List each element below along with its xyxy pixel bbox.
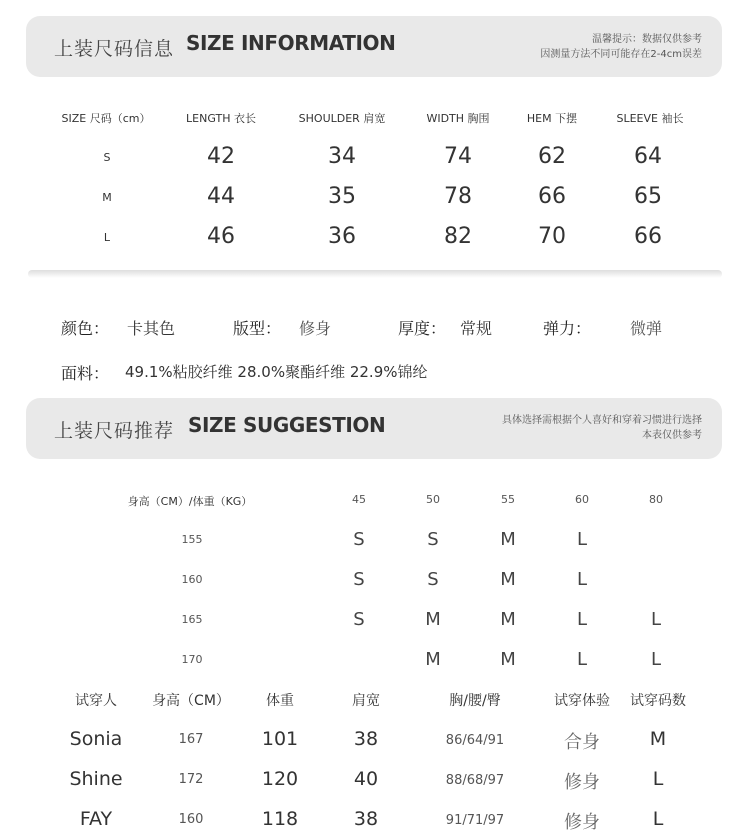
col-header-weight: 体重 [266, 693, 294, 709]
height-row-label: 170 [181, 653, 203, 666]
col-header-length: LENGTH 衣长 [186, 112, 256, 125]
elasticity-label: 弹力： [543, 319, 592, 338]
tester-weight: 118 [261, 808, 299, 830]
col-header-height: 身高（CM） [152, 693, 230, 709]
length-value: 46 [207, 224, 235, 249]
tester-name: FAY [79, 808, 113, 830]
suggested-size: S [427, 569, 439, 590]
height-row-label: 155 [181, 533, 203, 546]
col-header-hem: HEM 下摆 [526, 112, 578, 125]
elasticity-value: 微弹 [630, 319, 663, 338]
section-divider [28, 270, 722, 278]
col-header-bwh: 胸/腰/臀 [449, 693, 501, 709]
weight-header: 55 [501, 493, 515, 506]
tester-name: Shine [69, 768, 123, 790]
hem-value: 66 [538, 184, 566, 209]
width-value: 74 [444, 144, 472, 169]
tester-experience: 合身 [564, 732, 600, 753]
col-header-shoulder: 肩宽 [352, 693, 380, 709]
tester-size: L [652, 808, 664, 830]
color-label: 颜色： [61, 319, 110, 338]
tester-name: Sonia [69, 728, 123, 750]
size-info-note-line1: 温馨提示：数据仅供参考 [592, 34, 702, 45]
fit-value: 修身 [299, 319, 332, 338]
tester-height: 172 [178, 772, 204, 787]
suggested-size: L [650, 609, 662, 630]
col-header-experience: 试穿体验 [554, 693, 610, 709]
suggested-size: M [500, 649, 516, 670]
size-information-banner [26, 16, 722, 77]
size-row-label: M [102, 191, 112, 204]
size-suggestion-banner [26, 398, 722, 459]
col-header-size: SIZE 尺码（cm） [61, 112, 151, 125]
suggested-size: L [576, 529, 588, 550]
suggested-size: M [425, 649, 441, 670]
suggested-size: M [425, 609, 441, 630]
tester-shoulder: 38 [353, 728, 379, 750]
weight-header: 60 [575, 493, 589, 506]
size-info-title-en: SIZE INFORMATION [186, 31, 396, 55]
height-row-label: 160 [181, 573, 203, 586]
sleeve-value: 66 [634, 224, 662, 249]
height-weight-corner-label: 身高（CM）/体重（KG） [127, 495, 253, 508]
col-header-tester: 试穿人 [75, 693, 117, 709]
tester-weight: 120 [261, 768, 299, 790]
thickness-label: 厚度： [398, 319, 447, 338]
shoulder-value: 35 [328, 184, 356, 209]
suggested-size: S [353, 569, 365, 590]
size-suggestion-note-line1: 具体选择需根据个人喜好和穿着习惯进行选择 [502, 415, 702, 426]
hem-value: 70 [538, 224, 566, 249]
tester-size: L [652, 768, 664, 790]
tester-experience: 修身 [564, 772, 600, 793]
suggested-size: L [576, 569, 588, 590]
col-header-width: WIDTH 胸围 [426, 112, 490, 125]
suggested-size: M [500, 569, 516, 590]
sleeve-value: 64 [634, 144, 662, 169]
height-row-label: 165 [181, 613, 203, 626]
weight-header: 50 [426, 493, 440, 506]
length-value: 42 [207, 144, 235, 169]
weight-header: 45 [352, 493, 366, 506]
tester-bwh: 86/64/91 [445, 733, 505, 748]
sleeve-value: 65 [634, 184, 662, 209]
width-value: 78 [444, 184, 472, 209]
tester-height: 160 [178, 812, 204, 827]
fabric-value: 49.1%粘胶纤维 28.0%聚酯纤维 22.9%锦纶 [125, 363, 428, 381]
tester-shoulder: 38 [353, 808, 379, 830]
size-suggestion-note-line2: 本表仅供参考 [642, 430, 702, 441]
col-header-sleeve: SLEEVE 袖长 [616, 112, 684, 125]
tester-bwh: 88/68/97 [445, 773, 505, 788]
suggested-size: L [576, 649, 588, 670]
suggested-size: S [353, 529, 365, 550]
size-info-title-cn: 上装尺码信息 [54, 38, 175, 60]
length-value: 44 [207, 184, 235, 209]
suggested-size: M [500, 609, 516, 630]
size-row-label: S [103, 151, 111, 164]
color-value: 卡其色 [127, 319, 176, 338]
fabric-label: 面料： [61, 364, 110, 383]
col-header-tried-size: 试穿码数 [630, 693, 686, 709]
suggested-size: L [576, 609, 588, 630]
tester-shoulder: 40 [353, 768, 379, 790]
fit-label: 版型： [233, 319, 282, 338]
thickness-value: 常规 [460, 319, 493, 338]
weight-header: 80 [649, 493, 663, 506]
tester-weight: 101 [261, 728, 299, 750]
suggested-size: S [353, 609, 365, 630]
col-header-shoulder: SHOULDER 肩宽 [298, 112, 386, 125]
size-suggestion-title-en: SIZE SUGGESTION [188, 413, 386, 437]
size-info-note [540, 32, 702, 62]
suggested-size: S [427, 529, 439, 550]
shoulder-value: 34 [328, 144, 356, 169]
size-row-label: L [103, 231, 111, 244]
suggested-size: M [500, 529, 516, 550]
tester-bwh: 91/71/97 [445, 813, 505, 828]
size-suggestion-note [502, 413, 702, 443]
suggested-size: L [650, 649, 662, 670]
width-value: 82 [444, 224, 472, 249]
shoulder-value: 36 [328, 224, 356, 249]
tester-size: M [649, 728, 667, 750]
tester-height: 167 [178, 732, 204, 747]
hem-value: 62 [538, 144, 566, 169]
tester-experience: 修身 [564, 812, 600, 833]
size-info-note-line2: 因测量方法不同可能存在2-4cm误差 [540, 49, 702, 60]
size-suggestion-title-cn: 上装尺码推荐 [54, 420, 175, 442]
